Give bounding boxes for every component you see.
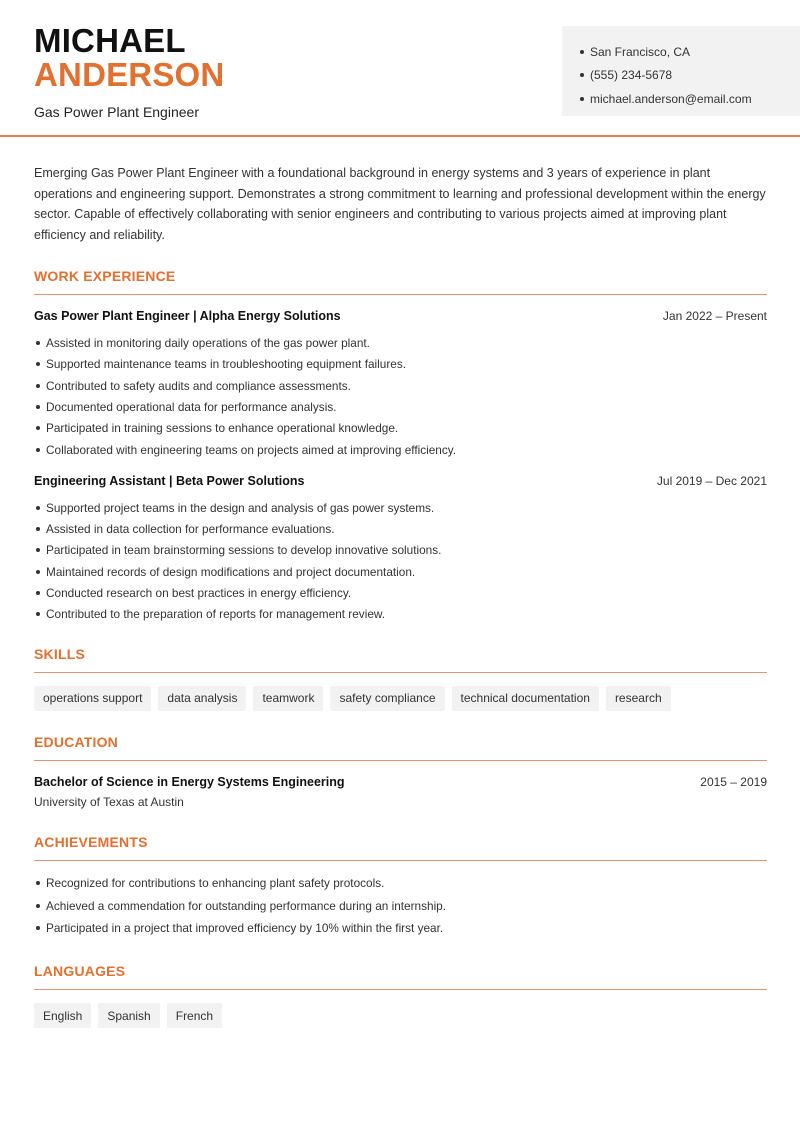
job-bullets [34,332,767,460]
email-text: michael.anderson@email.com [590,91,752,106]
name-block [34,24,224,120]
bullet-text: Collaborated with engineering teams on projects aimed at improving efficiency. [46,442,457,457]
education-dates: 2015 – 2019 [700,774,767,789]
phone-text: (555) 234-5678 [590,68,673,83]
skill-tag: technical documentation [452,686,599,711]
job-dates: Jan 2022 – Present [662,309,767,324]
list-item [34,375,767,396]
bullet-icon [36,448,40,452]
bullet-text: Recognized for contributions to enhancing plant safety protocols. [46,876,385,891]
job-title: Gas Power Plant Engineer [34,104,199,120]
list-item [34,582,767,603]
job-head [34,474,767,488]
contact-location [580,40,800,64]
skill-tag: operations support [34,686,151,711]
contact-email [580,87,800,111]
list-item [34,561,767,582]
bullet-icon [36,570,40,574]
skill-tag: data analysis [158,686,246,711]
section-title-work: WORK EXPERIENCE [34,268,767,295]
bullet-text: Contributed to the preparation of reports for management review. [46,607,386,622]
contact-box [562,26,800,116]
bullet-text: Contributed to safety audits and compliance assessments. [46,378,351,393]
list-item [34,604,767,625]
list-item [34,917,767,939]
skills-section [34,646,767,711]
bullet-text: Assisted in monitoring daily operations of the gas power plant. [46,336,370,351]
list-item [34,354,767,375]
bullet-icon [580,73,584,77]
first-name: MICHAEL [34,22,186,59]
language-tag: Spanish [98,1003,159,1028]
job-entry [34,309,767,460]
degree: Bachelor of Science in Energy Systems Engineering [34,774,345,789]
bullet-icon [36,926,40,930]
bullet-icon [36,904,40,908]
last-name: ANDERSON [34,56,225,93]
summary: Emerging Gas Power Plant Engineer with a foundational background in energy systems and 3 years of experience in plant operations and engineering support. Demonstrates a strong commitment to learning and professional development within the energy sector. Capable of effectively collaborating with senior engineers and contributing to various projects aimed at improving plant efficiency and reliability. [34,166,766,242]
achievements-section [34,834,767,939]
job-head [34,309,767,323]
bullet-icon [36,405,40,409]
list-item [34,872,767,894]
bullet-icon [36,527,40,531]
bullet-text: Achieved a commendation for outstanding performance during an internship. [46,898,447,913]
list-item [34,332,767,353]
job-bullets [34,497,767,625]
location-text: San Francisco, CA [590,44,691,59]
bullet-icon [580,97,584,101]
list-item [34,396,767,417]
job-entry [34,474,767,625]
education-section [34,734,767,809]
section-title-education: EDUCATION [34,734,767,761]
skills-list [34,686,767,711]
section-title-languages: LANGUAGES [34,963,767,990]
bullet-icon [36,341,40,345]
list-item [34,894,767,916]
list-item [34,418,767,439]
resume-header [0,0,800,137]
resume-content [34,163,767,1028]
bullet-icon [36,612,40,616]
bullet-text: Participated in team brainstorming sessions to develop innovative solutions. [46,543,442,558]
bullet-icon [36,384,40,388]
education-row [34,775,767,789]
section-title-skills: SKILLS [34,646,767,673]
language-tag: English [34,1003,91,1028]
bullet-icon [36,426,40,430]
bullet-text: Maintained records of design modifications and project documentation. [46,564,416,579]
bullet-text: Assisted in data collection for performance evaluations. [46,522,335,537]
bullet-icon [36,881,40,885]
bullet-text: Supported project teams in the design and analysis of gas power systems. [46,500,435,515]
contact-phone [580,64,800,88]
bullet-icon [36,548,40,552]
languages-section [34,963,767,1028]
bullet-icon [580,50,584,54]
bullet-icon [36,362,40,366]
skill-tag: research [606,686,671,711]
school: University of Texas at Austin [34,794,184,809]
achievements-list [34,872,767,939]
list-item [34,540,767,561]
list-item [34,439,767,460]
bullet-text: Supported maintenance teams in troubleshooting equipment failures. [46,357,407,372]
bullet-text: Participated in training sessions to enhance operational knowledge. [46,421,399,436]
bullet-text: Conducted research on best practices in energy efficiency. [46,585,352,600]
job-title-company: Gas Power Plant Engineer | Alpha Energy Solutions [34,309,341,324]
list-item [34,497,767,518]
bullet-text: Participated in a project that improved efficiency by 10% within the first year. [46,920,444,935]
languages-list [34,1003,767,1028]
list-item [34,518,767,539]
section-title-achievements: ACHIEVEMENTS [34,834,767,861]
job-title-company: Engineering Assistant | Beta Power Solutions [34,474,305,489]
job-dates: Jul 2019 – Dec 2021 [656,474,767,489]
skill-tag: safety compliance [330,686,444,711]
bullet-icon [36,591,40,595]
work-section [34,268,767,625]
bullet-text: Documented operational data for performance analysis. [46,399,337,414]
skill-tag: teamwork [253,686,323,711]
bullet-icon [36,506,40,510]
language-tag: French [167,1003,222,1028]
